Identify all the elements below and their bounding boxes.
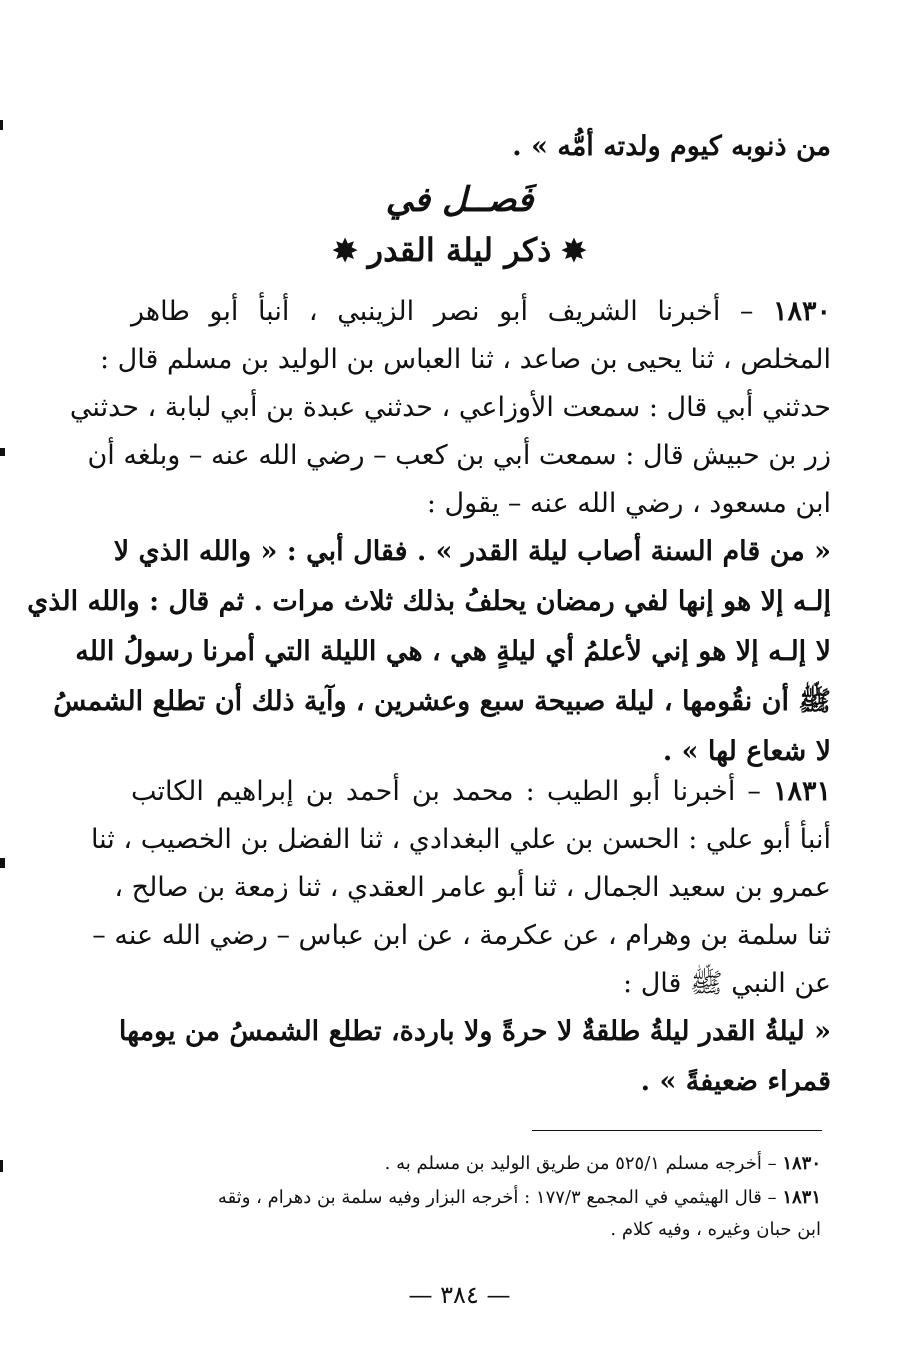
section-subtitle: فَصــل في bbox=[385, 180, 534, 220]
continuation-line: من ذنوبه كيوم ولدته أمُّه » . bbox=[512, 131, 831, 162]
scan-mark bbox=[0, 448, 5, 456]
hadith-1830-chain-line: زر بن حبيش قال : سمعت أبي بن كعب – رضي الله عنه – وبلغه أن bbox=[87, 440, 831, 471]
footnote-1830 bbox=[61, 1148, 821, 1179]
hadith-1831-chain-line: عمرو بن سعيد الجمال ، ثنا أبو عامر العقدي ، ثنا زمعة بن صالح ، bbox=[114, 872, 831, 903]
footnote-text: – قال الهيثمي في المجمع ١٧٧/٣ : أخرجه البزار وفيه سلمة بن دهرام ، وثقه bbox=[217, 1187, 777, 1208]
hadith-1830-text-line: لا إلـه إلا هو إني لأعلمُ أي ليلةٍ هي ، هي الليلة التي أمرنا رسولُ الله bbox=[75, 636, 831, 667]
footnote-separator bbox=[532, 1130, 822, 1131]
page-number: — ٣٨٤ — bbox=[408, 1281, 511, 1309]
ornament-left-icon: ✸ bbox=[332, 234, 358, 269]
hadith-1830-chain-line bbox=[131, 290, 831, 334]
chain-text: – أخبرنا الشريف أبو نصر الزينبي ، أنبأ أبو طاهر bbox=[131, 296, 754, 327]
hadith-1830-chain-line: حدثني أبي قال : سمعت الأوزاعي ، حدثني عبدة بن أبي لبابة ، حدثني bbox=[69, 392, 831, 423]
hadith-1831-text-line: قمراء ضعيفةً » . bbox=[640, 1066, 831, 1097]
section-title-text: ذكر ليلة القدر bbox=[367, 231, 552, 269]
hadith-1830-chain-line: ابن مسعود ، رضي الله عنه – يقول : bbox=[426, 488, 831, 519]
hadith-1830-chain-line: المخلص ، ثنا يحيى بن صاعد ، ثنا العباس بن الوليد بن مسلم قال : bbox=[100, 344, 831, 375]
footnote-1831 bbox=[61, 1182, 821, 1213]
footnote-number: ١٨٣٠ bbox=[782, 1153, 821, 1174]
hadith-number: ١٨٣١ bbox=[772, 776, 831, 807]
hadith-1831-chain-line: ثنا سلمة بن وهرام ، عن عكرمة ، عن ابن عباس – رضي الله عنه – bbox=[92, 920, 831, 951]
section-title bbox=[0, 225, 919, 277]
hadith-1830-text-line: « من قام السنة أصاب ليلة القدر » . فقال أبي : « والله الذي لا bbox=[113, 536, 831, 567]
hadith-1831-chain-line: عن النبي ﷺ قال : bbox=[623, 968, 831, 999]
hadith-1830-text-line: ﷺ أن نقُومها ، ليلة صبيحة سبع وعشرين ، وآية ذلك أن تطلع الشمسُ bbox=[53, 686, 831, 717]
hadith-number: ١٨٣٠ bbox=[772, 296, 831, 327]
ornament-right-icon: ✸ bbox=[561, 234, 587, 269]
scan-mark bbox=[0, 858, 5, 868]
hadith-1831-chain-line: أنبأ أبو علي : الحسن بن علي البغدادي ، ثنا الفضل بن الخصيب ، ثنا bbox=[90, 824, 831, 855]
hadith-1831-chain-line bbox=[131, 770, 831, 814]
chain-text: – أخبرنا أبو الطيب : محمد بن أحمد بن إبراهيم الكاتب bbox=[131, 776, 761, 807]
footnote-text: – أخرجه مسلم ٥٢٥/١ من طريق الوليد بن مسلم به . bbox=[384, 1153, 777, 1174]
hadith-1831-text-line: « ليلةُ القدر ليلةُ طلقةٌ لا حرةً ولا باردة، تطلع الشمسُ من يومها bbox=[118, 1016, 831, 1047]
scan-mark bbox=[0, 120, 3, 130]
hadith-1830-text-line: لا شعاع لها » . bbox=[662, 736, 831, 767]
footnote-number: ١٨٣١ bbox=[782, 1187, 821, 1208]
footnote-1831-continuation: ابن حبان وغيره ، وفيه كلام . bbox=[610, 1219, 821, 1240]
scan-mark bbox=[0, 1160, 3, 1172]
hadith-1830-text-line: إلـه إلا هو إنها لفي رمضان يحلفُ بذلك ثلاث مرات . ثم قال : والله الذي bbox=[27, 586, 831, 617]
